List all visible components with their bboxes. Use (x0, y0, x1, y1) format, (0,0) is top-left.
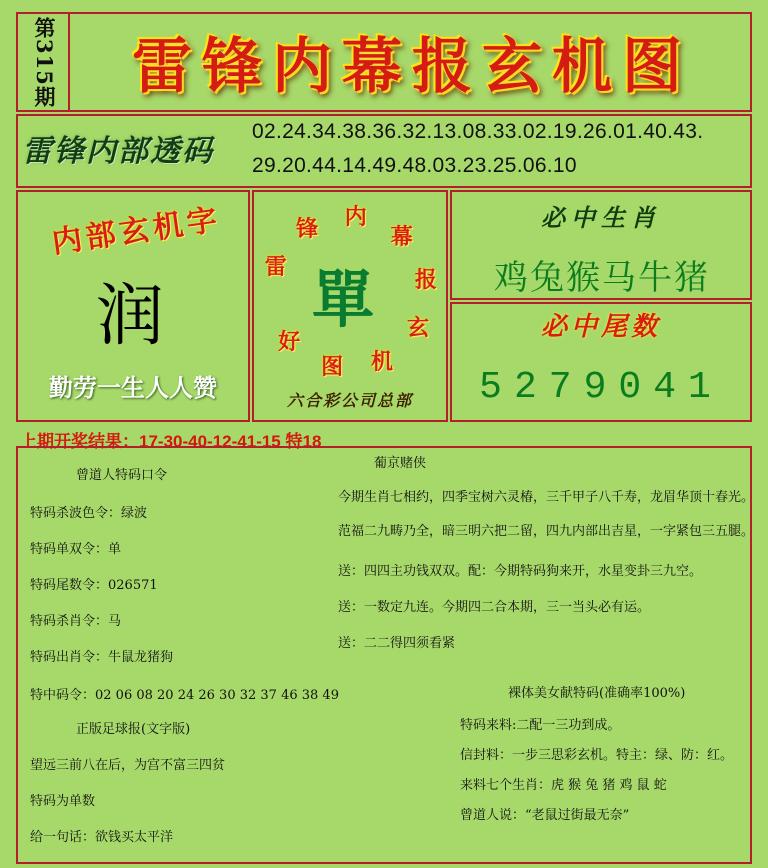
right-line: 送：一数定九连。今期四二合本期，三一当头必有运。 (338, 600, 651, 615)
left-heading: 正版足球报(文字版) (76, 722, 191, 737)
digits-list: 5279041 (479, 366, 723, 409)
ring-char: 玄 (407, 315, 430, 342)
codes-label: 雷锋内部透码 (22, 134, 214, 169)
header-divider (68, 12, 70, 112)
ring-char: 锋 (296, 215, 319, 242)
right-line: 范福二九畴乃全，暗三明六把二留，四九内部出吉星，一字紧包三五腿。 (338, 524, 755, 539)
ring-char: 内 (344, 204, 367, 231)
left-line: 特中码令：02 06 08 20 24 26 30 32 37 46 38 49 (30, 688, 339, 703)
sub-line: 信封料：一步三思彩玄机。特主：绿、防：红。 (460, 748, 734, 763)
center-char: 單 (312, 263, 375, 336)
sub-heading: 裸体美女献特码(准确率100%) (508, 686, 686, 701)
digits-title: 必中尾数 (540, 312, 661, 342)
issue-number: 第315期 (32, 16, 57, 108)
zodiac-list: 鸡兔猴马牛猪 (494, 258, 710, 298)
last-result: 上期开奖结果：17-30-40-12-41-15 特18 (20, 432, 322, 451)
center-footer: 六合彩公司总部 (286, 391, 413, 410)
hidden-char: 润 (96, 277, 165, 356)
right-line: 今期生肖七相约，四季宝树六灵椿，三千甲子八千寿，龙眉华顶十春光。 (338, 490, 755, 505)
left-line: 给一句话：欲钱买太平洋 (30, 830, 174, 845)
left-line: 特码单双令：单 (30, 542, 122, 557)
ring-char: 雷 (264, 254, 287, 280)
ring-char: 报 (414, 266, 437, 293)
left-heading: 曾道人特码口令 (76, 468, 168, 483)
sub-line: 特码来料:二配一三功到成。 (460, 718, 621, 733)
ring-char: 好 (278, 328, 301, 355)
right-heading: 葡京赌侠 (374, 456, 427, 471)
ring-char: 图 (321, 354, 344, 381)
arc-label: 内部玄机字 (49, 202, 224, 261)
sub-line: 来料七个生肖：虎 猴 兔 猪 鸡 鼠 蛇 (460, 778, 667, 793)
ring-char: 幕 (390, 223, 413, 250)
left-caption: 勤劳一生人人赞 (49, 373, 217, 402)
right-line: 送：四四主功钱双双。配：今期特码狗来开，水星变卦三九空。 (338, 564, 703, 579)
zodiac-title: 必中生肖 (541, 203, 661, 232)
left-line: 特码尾数令：026571 (30, 578, 158, 593)
codes-line-1: 02.24.34.38.36.32.13.08.33.02.19.26.01.40.43. (252, 120, 704, 143)
left-line: 望远三前八在后，为宫不富三四贫 (30, 758, 226, 773)
left-line: 特码杀肖令：马 (30, 614, 122, 629)
codes-line-2: 29.20.44.14.49.48.03.23.25.06.10 (252, 154, 577, 177)
page-title: 雷锋内幕报玄机图 (132, 32, 692, 102)
left-line: 特码杀波色令：绿波 (30, 506, 148, 521)
left-line: 特码为单数 (30, 794, 96, 809)
left-line: 特码出肖令：牛鼠龙猪狗 (30, 650, 174, 665)
sub-line: 曾道人说：“老鼠过街最无奈” (460, 808, 630, 823)
right-line: 送：二二得四须看紧 (338, 636, 456, 651)
ring-char: 机 (370, 348, 393, 375)
